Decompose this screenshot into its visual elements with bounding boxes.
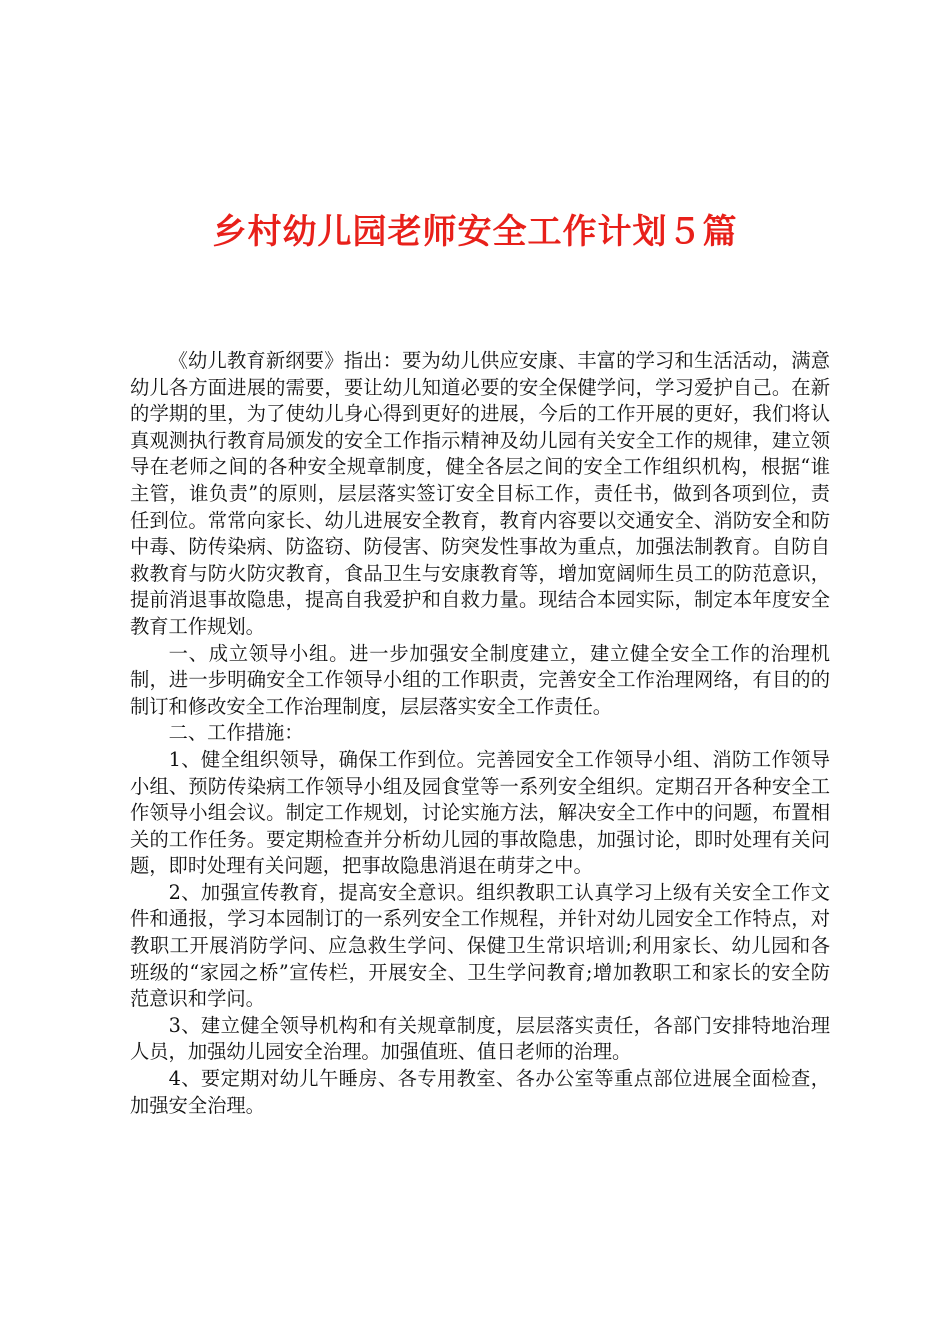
paragraph-measure-2: 2、加强宣传教育，提高安全意识。组织教职工认真学习上级有关安全工作文件和通报，学习本园制订的一系列安全工作规程，并针对幼儿园安全工作特点，对教职工开展消防学问、应急救生学问、保健卫生常识培训;利用家长、幼儿园和各班级的“家园之桥”宣传栏，开展安全、卫生学问教育;增加教职工和家长的安全防范意识和学问。 (130, 880, 830, 1011)
paragraph-section-1: 一、成立领导小组。进一步加强安全制度建立，建立健全安全工作的治理机制，进一步明确安全工作领导小组的工作职责，完善安全工作治理网络，有目的的制订和修改安全工作治理制度，层层落实安全工作责任。 (130, 641, 830, 718)
document-body (130, 348, 830, 1119)
paragraph-intro: 《幼儿教育新纲要》指出：要为幼儿供应安康、丰富的学习和生活活动，满意幼儿各方面进展的需要，要让幼儿知道必要的安全保健学问，学习爱护自己。在新的学期的里，为了使幼儿身心得到更好的进展，今后的工作开展的更好，我们将认真观测执行教育局颁发的安全工作指示精神及幼儿园有关安全工作的规律，建立领导在老师之间的各种安全规章制度，健全各层之间的安全工作组织机构，根据“谁主管，谁负责”的原则，层层落实签订安全目标工作，责任书，做到各项到位，责任到位。常常向家长、幼儿进展安全教育，教育内容要以交通安全、消防安全和防中毒、防传染病、防盗窃、防侵害、防突发性事故为重点，加强法制教育。自防自救教育与防火防灾教育，食品卫生与安康教育等，增加宽阔师生员工的防范意识，提前消退事故隐患，提高自我爱护和自救力量。现结合本园实际，制定本年度安全教育工作规划。 (130, 349, 830, 638)
paragraph-measure-4: 4、要定期对幼儿午睡房、各专用教室、各办公室等重点部位进展全面检查，加强安全治理。 (130, 1067, 830, 1117)
paragraph-measure-3: 3、建立健全领导机构和有关规章制度，层层落实责任，各部门安排特地治理人员，加强幼儿园安全治理。加强值班、值日老师的治理。 (130, 1013, 830, 1064)
document-title: 乡村幼儿园老师安全工作计划５篇 (212, 212, 738, 252)
paragraph-section-2-heading: 二、工作措施： (168, 721, 304, 745)
paragraph-measure-1: 1、健全组织领导，确保工作到位。完善园安全工作领导小组、消防工作领导小组、预防传染病工作领导小组及园食堂等一系列安全组织。定期召开各种安全工作领导小组会议。制定工作规划，讨论实施方法，解决安全工作中的问题，布置相关的工作任务。要定期检查并分析幼儿园的事故隐患，加强讨论，即时处理有关问题，即时处理有关问题，把事故隐患消退在萌芽之中。 (130, 747, 830, 878)
